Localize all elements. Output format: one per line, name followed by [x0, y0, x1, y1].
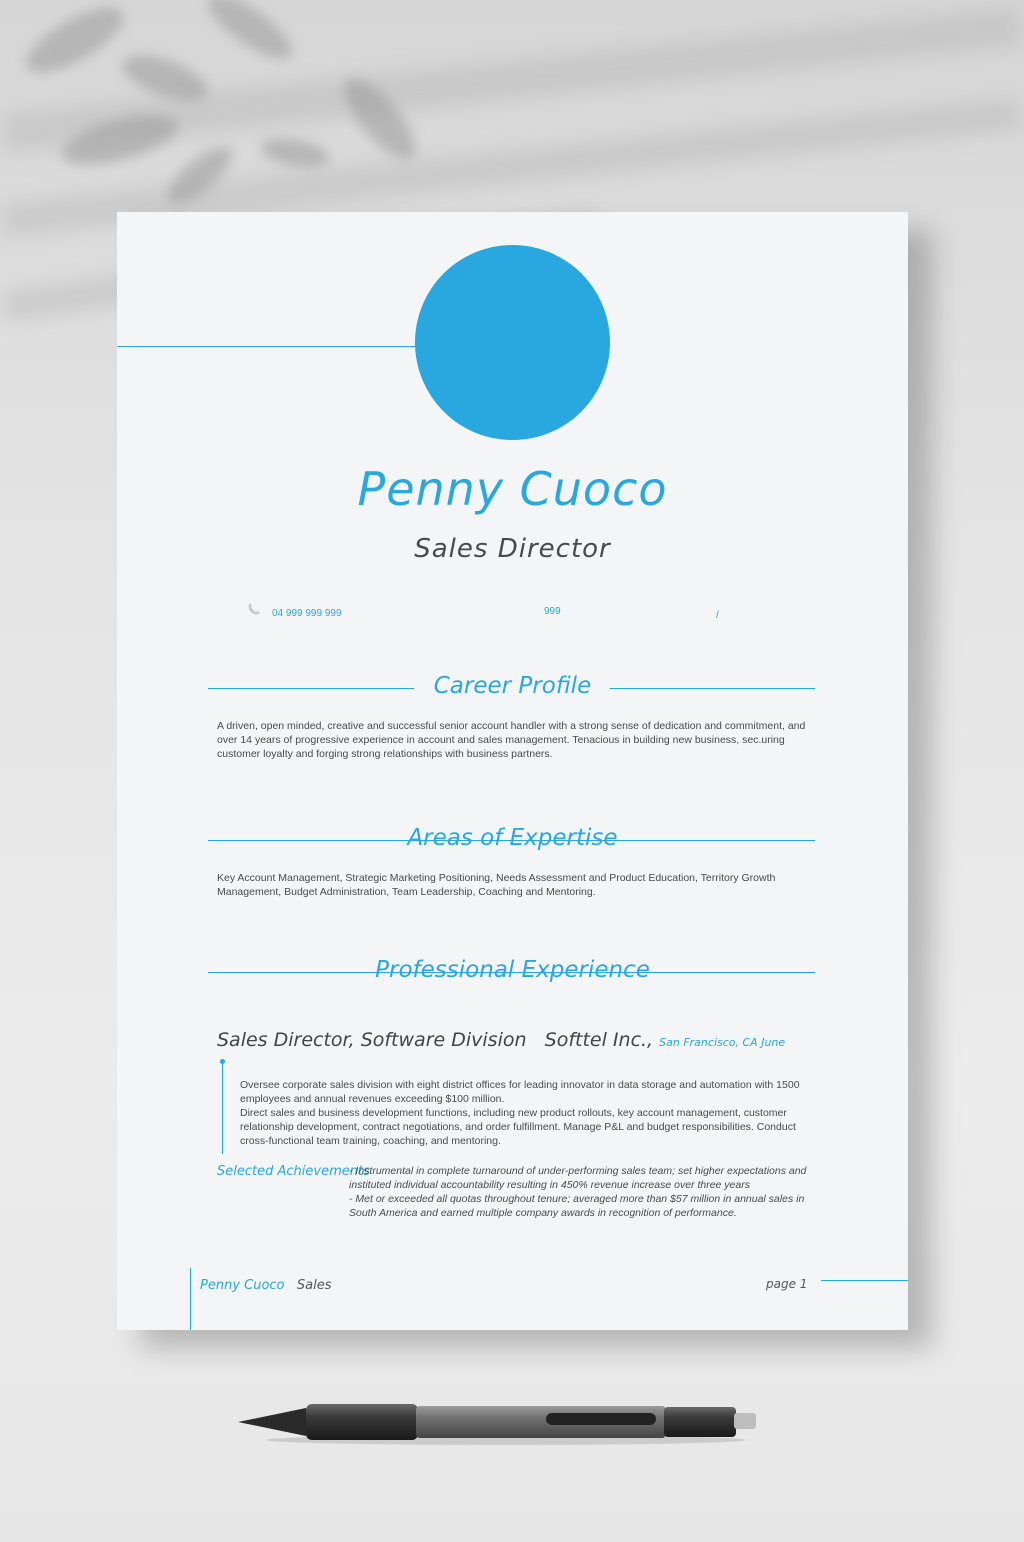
- professional-experience-heading: Professional Experience: [375, 957, 650, 983]
- footer-rule-horizontal: [821, 1280, 908, 1281]
- contact-detail: 999: [544, 606, 561, 617]
- leaf-shadow: [17, 0, 132, 85]
- footer-name: [200, 1278, 332, 1293]
- career-profile-heading: Career Profile: [433, 673, 592, 699]
- leaf-shadow: [199, 0, 300, 70]
- achievements-label: Selected Achievements: [217, 1164, 370, 1179]
- profile-photo-placeholder: [415, 245, 610, 440]
- areas-of-expertise-heading: Areas of Expertise: [407, 825, 618, 851]
- job-company: Softtel Inc.,: [544, 1029, 654, 1051]
- leaf-shadow: [258, 134, 331, 172]
- contact-phone: 04 999 999 999: [272, 608, 342, 619]
- areas-of-expertise-text: Key Account Management, Strategic Marketing Positioning, Needs Assessment and Product Education, Territory Growth Management, Budget Administration, Team Leadership, Coaching and Mentoring.: [217, 872, 776, 898]
- candidate-name: Penny Cuoco: [357, 462, 668, 516]
- achievement-2: - Met or exceeded all quotas throughout tenure; averaged more than $57 million in annual sales in South America and earned multiple company awards in recognition of performance.: [349, 1193, 805, 1219]
- job-location: San Francisco, CA June: [659, 1036, 786, 1049]
- pen-image: [236, 1396, 760, 1448]
- footer-role: Sales: [296, 1278, 332, 1293]
- page-number: page 1: [766, 1277, 808, 1291]
- phone-icon: [247, 602, 261, 621]
- career-profile-text: A driven, open minded, creative and successful senior account handler with a strong sense of dedication and commitment, and over 14 years of progressive experience in account and sales management. Tenacious in building new business, sec.uring customer loyalty and forging strong relationships with business partners.: [217, 720, 806, 760]
- job-title: Sales Director, Software Division: [217, 1029, 527, 1051]
- header-line: [117, 346, 417, 347]
- footer-candidate-name: Penny Cuoco: [200, 1278, 285, 1293]
- job-duties-1: Oversee corporate sales division with eight district offices for leading innovator in data storage and automation with 1500 employees and annual revenues exceeding $100 million.: [240, 1079, 800, 1105]
- footer-rule-vertical: [190, 1268, 191, 1330]
- resume-page: [117, 212, 908, 1330]
- candidate-title: Sales Director: [414, 534, 611, 564]
- timeline-line: [222, 1064, 223, 1154]
- contact-separator: /: [716, 610, 719, 621]
- job-duties-2: Direct sales and business development functions, including new product rollouts, key account management, customer relationship development, contract negotiations, and order fulfillment. Manage P&L and budget responsibilities. Conduct cross-functional team training, coaching, and mentoring.: [240, 1107, 796, 1147]
- job-heading: [217, 1029, 785, 1051]
- achievement-1: - Instrumental in complete turnaround of under-performing sales team; set higher expectations and instituted individual accountability resulting in 450% revenue increase over three years: [349, 1165, 807, 1191]
